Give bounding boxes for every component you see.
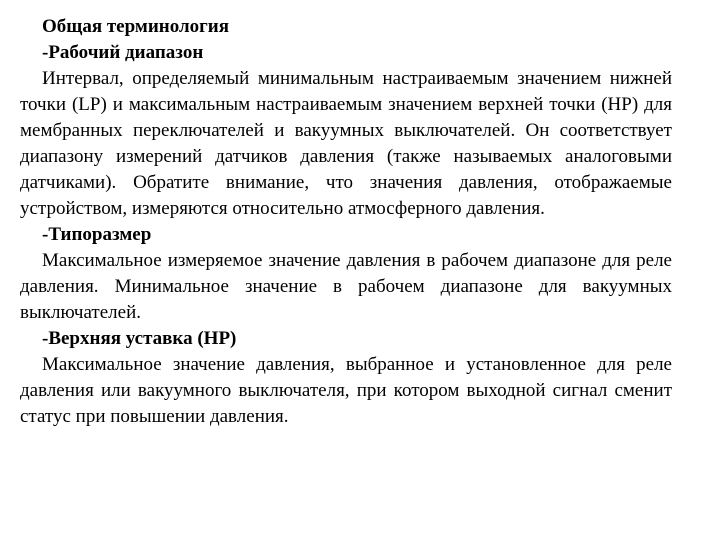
section-text-upper-setpoint: Максимальное значение давления, выбранное и установленное для реле давления или вакуумного выключателя, при котором выходной сигнал сменит статус при повышении давления.	[20, 354, 672, 427]
section-heading-size: -Типоразмер	[42, 224, 152, 245]
document-body	[20, 14, 672, 430]
section-text-size: Максимальное измеряемое значение давления в рабочем диапазоне для реле давления. Минимальное значение в рабочем диапазоне для вакуумных выключателей.	[20, 250, 672, 323]
section-heading-upper-setpoint: -Верхняя уставка (HP)	[42, 328, 237, 349]
document-title: Общая терминология	[42, 16, 229, 37]
section-heading-working-range: -Рабочий диапазон	[42, 42, 204, 63]
section-text-working-range: Интервал, определяемый минимальным настраиваемым значением нижней точки (LP) и максимальным настраиваемым значением верхней точки (HP) для мембранных переключателей и вакуумных выключателей. Он соответствует диапазону измерений датчиков давления (также называемых аналоговыми датчиками). Обратите внимание, что значения давления, отображаемые устройством, измеряются относительно атмосферного давления.	[20, 68, 672, 219]
